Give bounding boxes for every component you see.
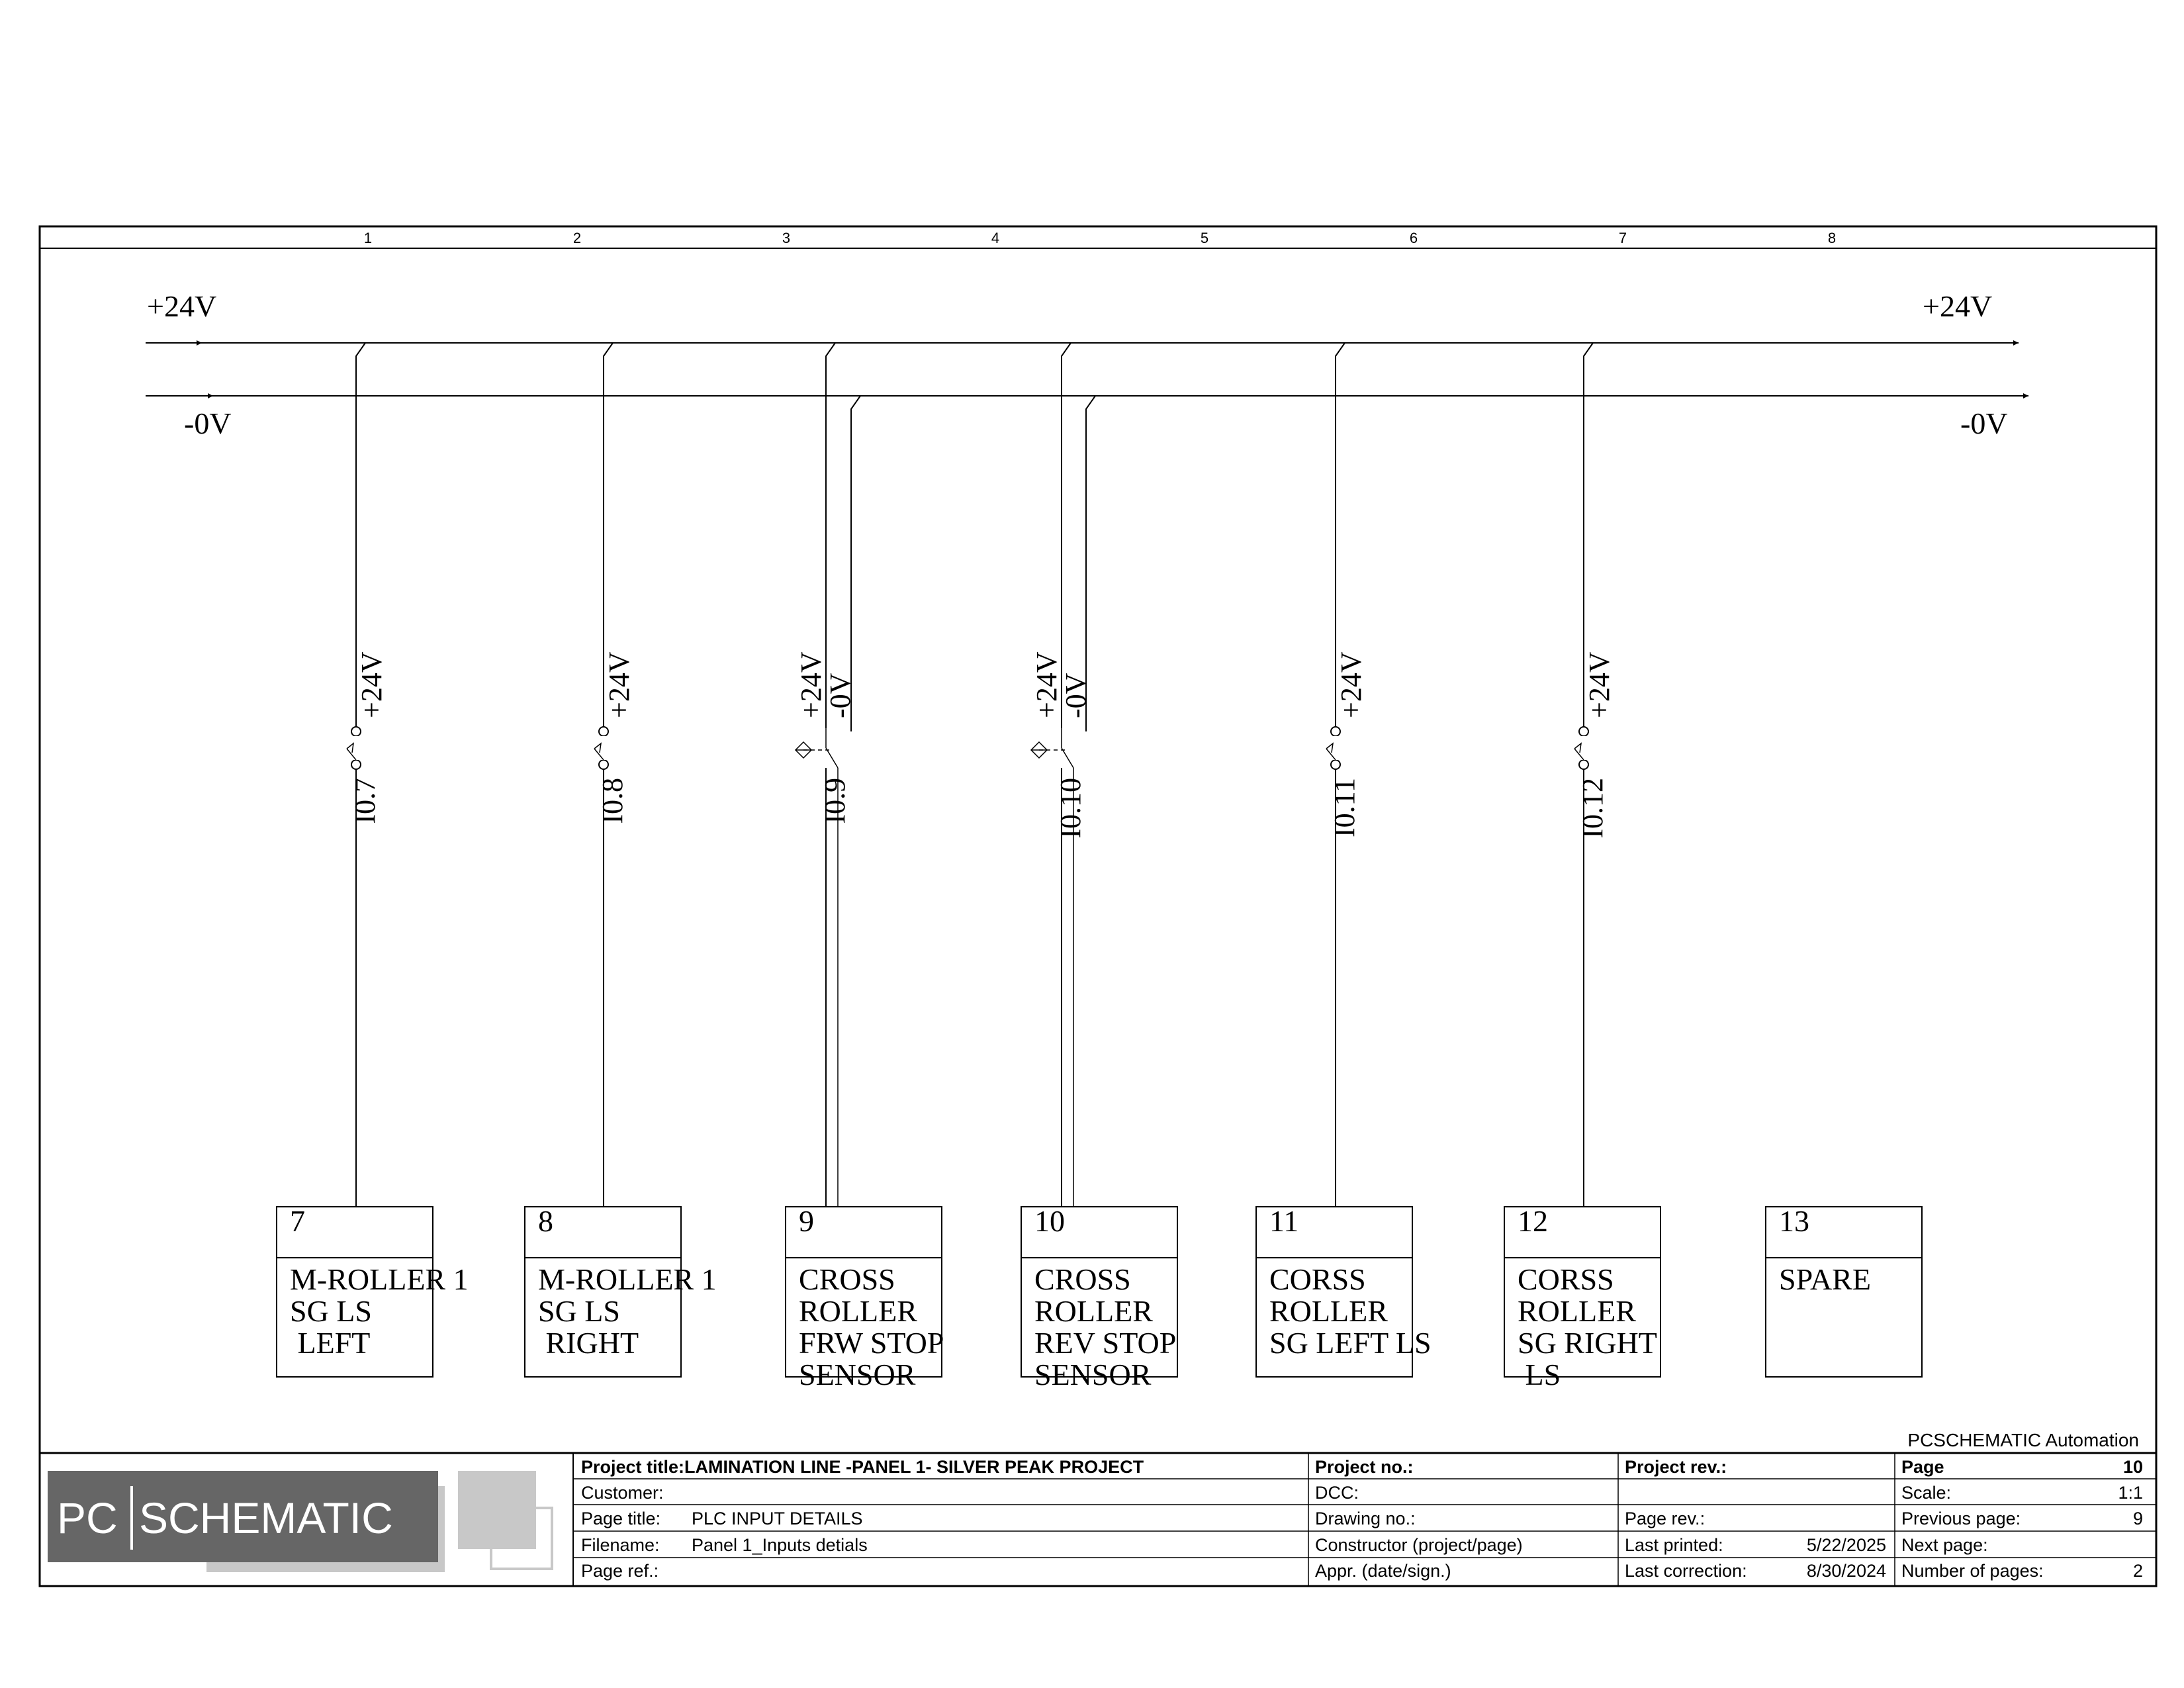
contact-terminal-top	[1579, 727, 1588, 736]
contact-terminal-bottom	[1579, 760, 1588, 769]
number-of-pages-value: 2	[2132, 1561, 2143, 1581]
number-of-pages-label: Number of pages:	[1901, 1561, 2044, 1581]
contact-gap	[1330, 736, 1342, 760]
terminal-number: 8	[538, 1204, 553, 1238]
terminal-number: 13	[1779, 1204, 1809, 1238]
ruler-number-6: 6	[1409, 230, 1418, 246]
rail-label-minus-right: -0V	[1960, 406, 2008, 440]
supply-wire	[826, 343, 835, 1207]
filename-value: Panel 1_Inputs detials	[692, 1535, 868, 1555]
page-title-value: PLC INPUT DETAILS	[692, 1509, 863, 1528]
circuit-13	[1766, 1204, 1922, 1377]
rail-label-plus-left: +24V	[147, 289, 217, 323]
last-correction-value: 8/30/2024	[1806, 1561, 1886, 1581]
input-circuits	[277, 343, 1922, 1391]
terminal-description-line: ROLLER	[1034, 1294, 1153, 1328]
approval-label: Appr. (date/sign.)	[1315, 1561, 1451, 1581]
terminal-number: 11	[1269, 1204, 1299, 1238]
filename-label: Filename:	[581, 1535, 660, 1555]
supply-label: +24V	[795, 651, 827, 718]
contact-gap	[598, 736, 610, 760]
input-address-label: I0.11	[1328, 778, 1361, 838]
circuit-11	[1256, 343, 1432, 1377]
terminal-description-line: CROSS	[1034, 1262, 1131, 1296]
terminal-description-line: M-ROLLER 1	[290, 1262, 469, 1296]
terminal-number: 10	[1034, 1204, 1065, 1238]
input-address-label: I0.8	[596, 778, 629, 824]
project-title-label: Project title:	[581, 1457, 685, 1477]
terminal-number: 9	[799, 1204, 814, 1238]
terminal-description-line: FRW STOP	[799, 1326, 944, 1360]
constructor-label: Constructor (project/page)	[1315, 1535, 1523, 1555]
power-rails	[146, 289, 2028, 440]
supply-label: +24V	[1030, 651, 1063, 718]
ruler-number-5: 5	[1200, 230, 1209, 246]
supply-wire	[1336, 343, 1345, 1207]
contact-gap	[1578, 736, 1590, 760]
supply-label: +24V	[603, 651, 635, 718]
last-printed-value: 5/22/2025	[1806, 1535, 1886, 1555]
project-title-row	[581, 1457, 1144, 1477]
project-rev-label: Project rev.:	[1625, 1457, 1727, 1477]
terminal-description-line: REV STOP	[1034, 1326, 1177, 1360]
ruler-number-8: 8	[1827, 230, 1837, 246]
terminal-description-line: ROLLER	[1518, 1294, 1636, 1328]
input-address-label: I0.10	[1054, 778, 1087, 839]
page-ref-label: Page ref.:	[581, 1561, 659, 1581]
drawing-no-label: Drawing no.:	[1315, 1509, 1416, 1528]
input-address-label: I0.9	[819, 778, 851, 824]
logo-text-pc: PC	[57, 1493, 118, 1542]
terminal-description-line: SENSOR	[1034, 1358, 1152, 1391]
project-title-value: LAMINATION LINE -PANEL 1- SILVER PEAK PROJECT	[684, 1457, 1144, 1477]
logo-separator	[130, 1486, 133, 1550]
circuit-7	[277, 343, 469, 1377]
terminal-description-line: SG LS	[290, 1294, 372, 1328]
return-label: -0V	[1060, 673, 1092, 718]
terminal-description-line: LEFT	[290, 1326, 371, 1360]
ruler-number-1: 1	[363, 230, 373, 246]
rail-label-plus-right: +24V	[1923, 289, 1993, 323]
project-no-label: Project no.:	[1315, 1457, 1414, 1477]
circuit-8	[525, 343, 717, 1377]
terminal-description-line: CORSS	[1269, 1262, 1366, 1296]
terminal-description-line: SG LS	[538, 1294, 620, 1328]
contact-gap	[350, 736, 362, 760]
terminal-description-line: ROLLER	[1269, 1294, 1388, 1328]
terminal-description-line: ROLLER	[799, 1294, 917, 1328]
page-title-label: Page title:	[581, 1509, 661, 1528]
ruler-number-2: 2	[572, 230, 582, 246]
supply-wire	[1062, 343, 1071, 1207]
title-block	[40, 1430, 2156, 1586]
logo-text-schematic: SCHEMATIC	[139, 1493, 393, 1542]
terminal-description-line: LS	[1518, 1358, 1561, 1391]
contact-terminal-bottom	[1331, 760, 1340, 769]
terminal-number: 12	[1518, 1204, 1548, 1238]
sensor-switch-gap	[1060, 728, 1064, 768]
scale-value: 1:1	[2118, 1483, 2143, 1503]
circuit-10	[1021, 343, 1177, 1391]
previous-page-label: Previous page:	[1901, 1509, 2021, 1528]
ruler-number-4: 4	[991, 230, 1000, 246]
next-page-label: Next page:	[1901, 1535, 1988, 1555]
circuit-12	[1504, 343, 1661, 1391]
page-value: 10	[2122, 1457, 2143, 1477]
terminal-description-line: SPARE	[1779, 1262, 1871, 1296]
sensor-switch-gap	[825, 728, 829, 768]
previous-page-value: 9	[2132, 1509, 2143, 1528]
title-block-header: PCSCHEMATIC Automation	[1907, 1430, 2139, 1450]
terminal-description-line: SG LEFT LS	[1269, 1326, 1432, 1360]
contact-terminal-bottom	[599, 760, 608, 769]
last-correction-label: Last correction:	[1625, 1561, 1747, 1581]
pcschematic-logo	[48, 1471, 552, 1572]
ruler-number-3: 3	[782, 230, 791, 246]
terminal-description-line: CORSS	[1518, 1262, 1614, 1296]
contact-terminal-top	[351, 727, 361, 736]
page-rev-label: Page rev.:	[1625, 1509, 1706, 1528]
last-printed-label: Last printed:	[1625, 1535, 1723, 1555]
contact-terminal-top	[599, 727, 608, 736]
supply-wire	[356, 343, 365, 1207]
ruler-number-7: 7	[1618, 230, 1627, 246]
terminal-description-line: RIGHT	[538, 1326, 639, 1360]
supply-wire	[1584, 343, 1593, 1207]
return-label: -0V	[824, 673, 856, 718]
circuit-9	[786, 343, 944, 1391]
terminal-description-line: SG RIGHT	[1518, 1326, 1657, 1360]
supply-label: +24V	[1335, 651, 1367, 718]
dcc-label: DCC:	[1315, 1483, 1359, 1503]
supply-label: +24V	[1583, 651, 1615, 718]
scale-label: Scale:	[1901, 1483, 1952, 1503]
terminal-description-line: SENSOR	[799, 1358, 916, 1391]
terminal-number: 7	[290, 1204, 305, 1238]
supply-label: +24V	[355, 651, 388, 718]
terminal-description-line: CROSS	[799, 1262, 895, 1296]
column-ruler	[364, 230, 1836, 246]
terminal-description-line: M-ROLLER 1	[538, 1262, 717, 1296]
customer-label: Customer:	[581, 1483, 664, 1503]
input-address-label: I0.7	[349, 778, 381, 824]
page-label: Page	[1901, 1457, 1944, 1477]
contact-terminal-top	[1331, 727, 1340, 736]
input-address-label: I0.12	[1576, 778, 1609, 839]
rail-label-minus-left: -0V	[184, 406, 232, 440]
supply-wire	[604, 343, 613, 1207]
contact-terminal-bottom	[351, 760, 361, 769]
logo-shadow-square	[458, 1471, 536, 1549]
